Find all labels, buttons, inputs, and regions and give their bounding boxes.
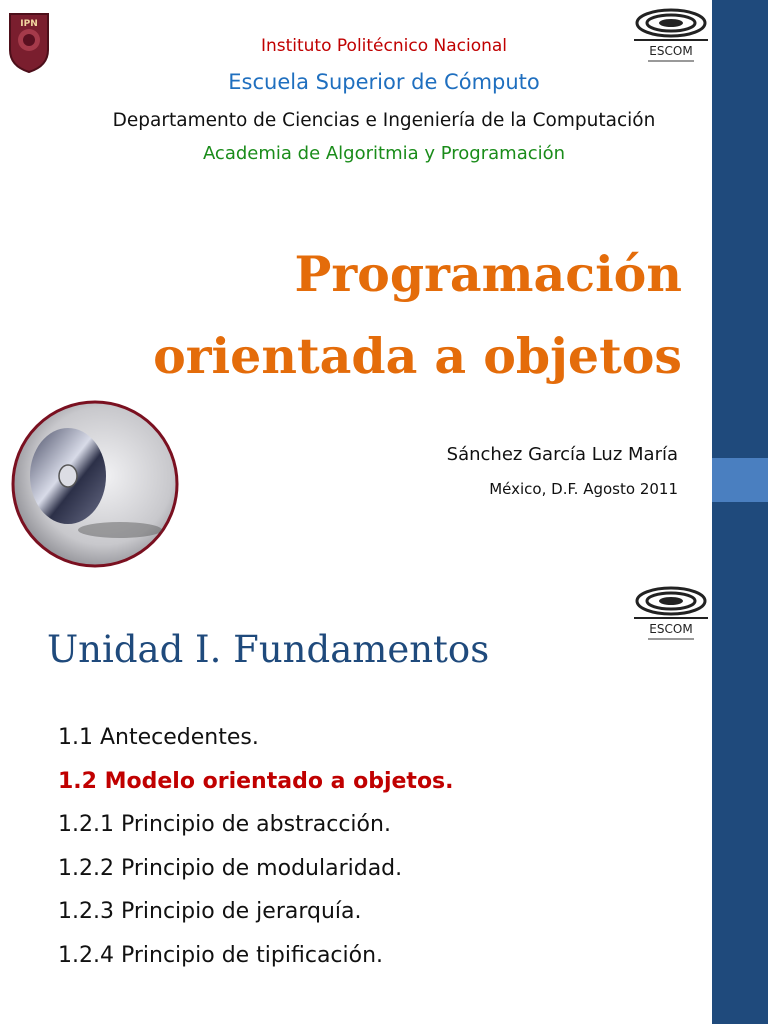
- topic-item: 1.2.4 Principio de tipificación.: [58, 942, 384, 968]
- ipn-logo-text: IPN: [20, 19, 38, 29]
- department-name: Departamento de Ciencias e Ingeniería de la Computación: [112, 110, 656, 131]
- academy-name: Academia de Algoritmia y Programación: [202, 143, 566, 164]
- topic-item: 1.2.3 Principio de jerarquía.: [58, 899, 362, 924]
- topic-item: 1.1 Antecedentes.: [58, 725, 259, 750]
- presentation-title-line1: Programación: [294, 245, 682, 303]
- presentation-title-line2: orientada a objetos: [153, 327, 682, 385]
- author-name: Sánchez García Luz María: [446, 444, 678, 465]
- disc-image: [10, 398, 180, 570]
- topic-item: 1.2.1 Principio de abstracción.: [58, 812, 391, 837]
- sidebar-accent: [712, 458, 768, 502]
- place-date: México, D.F. Agosto 2011: [489, 480, 678, 498]
- topic-item: 1.2 Modelo orientado a objetos.: [58, 768, 454, 794]
- escom-logo-icon: [632, 584, 710, 648]
- topic-item: 1.2.2 Principio de modularidad.: [58, 855, 403, 881]
- school-name: Escuela Superior de Cómputo: [228, 70, 540, 94]
- sidebar-bar: [712, 576, 768, 1024]
- unit-title: Unidad I. Fundamentos: [47, 628, 490, 671]
- institute-name: Instituto Politécnico Nacional: [260, 36, 508, 56]
- escom-logo-text: ESCOM: [649, 622, 693, 636]
- escom-logo-text: ESCOM: [649, 44, 693, 58]
- topic-list: [58, 716, 454, 977]
- content-slide: [0, 576, 768, 1024]
